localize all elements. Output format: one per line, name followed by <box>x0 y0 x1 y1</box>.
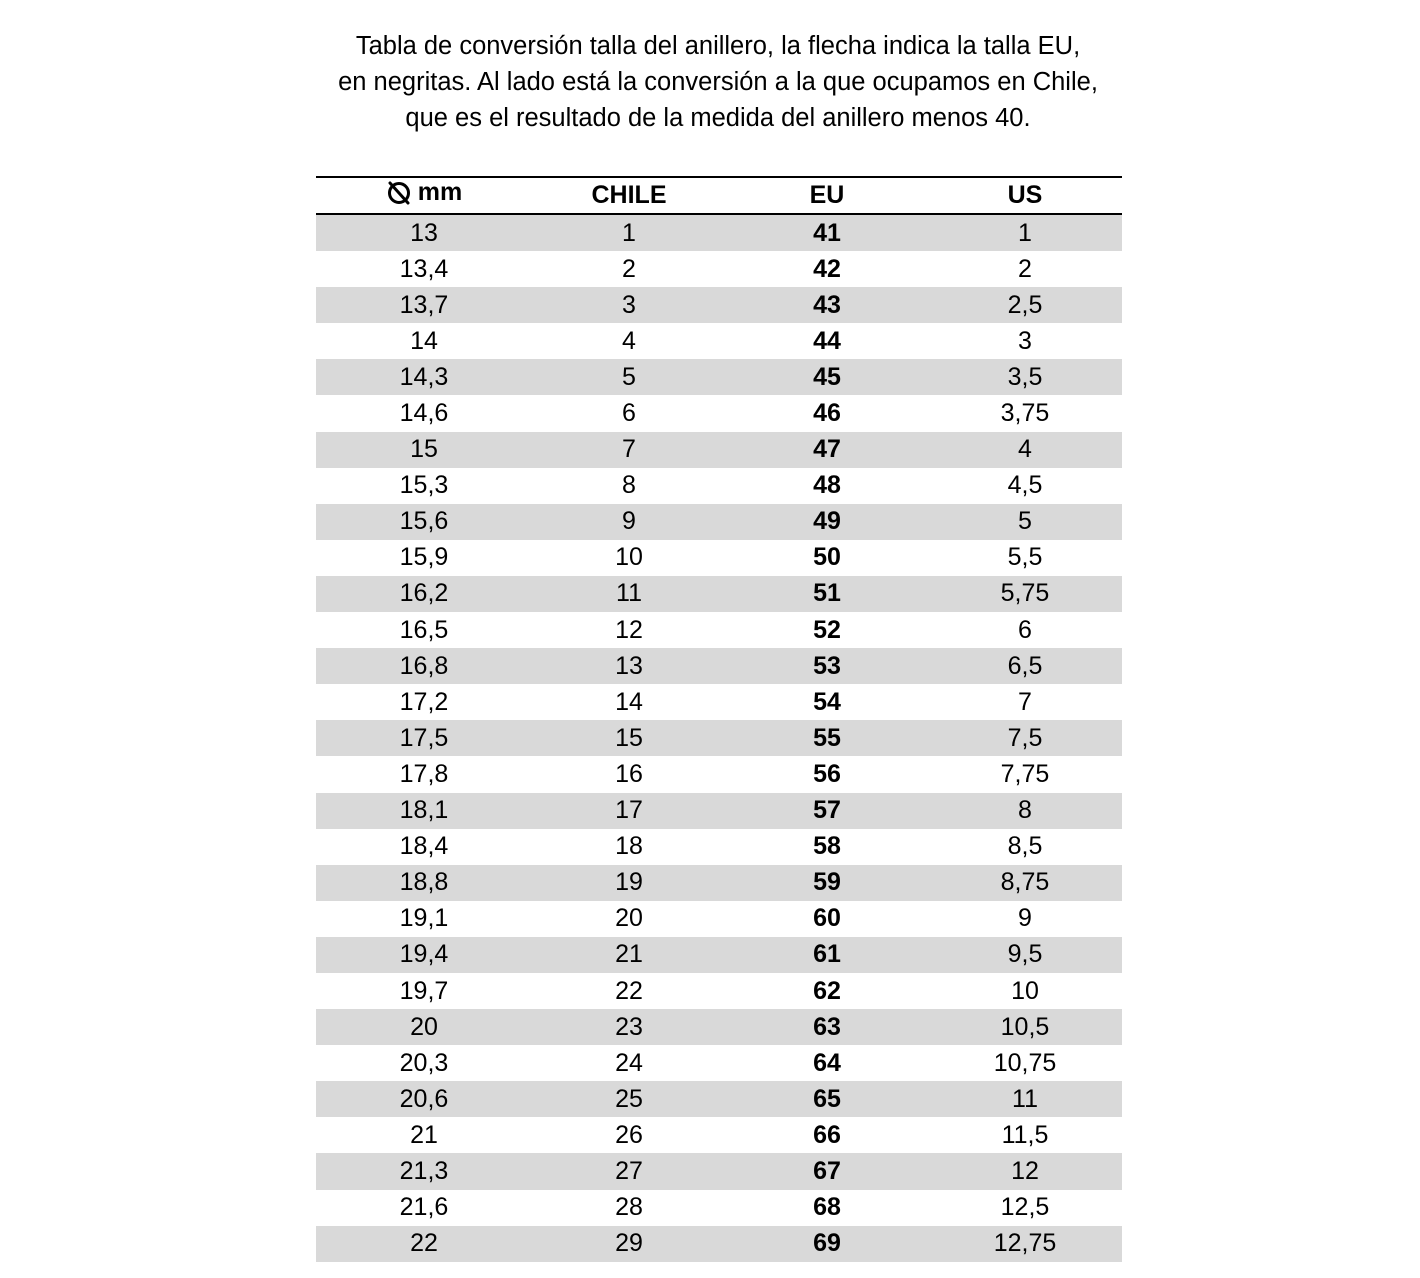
cell-eu: 61 <box>726 937 928 973</box>
cell-eu: 65 <box>726 1081 928 1117</box>
cell-eu: 50 <box>813 543 841 572</box>
cell-us: 4,5 <box>1007 471 1043 500</box>
cell-us: 8,75 <box>928 865 1122 901</box>
table-row <box>316 504 1122 540</box>
table-row <box>316 1045 1122 1081</box>
cell-chile: 12 <box>615 615 643 644</box>
diameter-icon <box>386 180 412 206</box>
cell-chile: 17 <box>532 793 726 829</box>
cell-mm: 14,3 <box>316 359 532 395</box>
table-row <box>316 214 1122 251</box>
cell-eu: 56 <box>813 759 841 788</box>
table-row <box>316 684 1122 720</box>
cell-eu: 44 <box>813 326 841 355</box>
cell-us: 10 <box>1011 976 1039 1005</box>
cell-us: 12,75 <box>928 1226 1122 1262</box>
cell-mm: 21,6 <box>399 1193 449 1222</box>
cell-us: 3,5 <box>928 359 1122 395</box>
header-mm <box>316 177 532 214</box>
table-row <box>316 1081 1122 1117</box>
cell-mm: 17,2 <box>399 687 449 716</box>
conversion-table-wrapper <box>316 176 1122 1262</box>
cell-chile: 29 <box>532 1226 726 1262</box>
cell-eu: 45 <box>726 359 928 395</box>
caption-line: Tabla de conversión talla del anillero, la flecha indica la talla EU, <box>355 32 1081 60</box>
table-row <box>316 901 1122 937</box>
table-row <box>316 251 1122 287</box>
cell-mm: 20,3 <box>399 1048 449 1077</box>
header-us: US <box>928 177 1122 214</box>
cell-us: 12 <box>928 1153 1122 1189</box>
table-row <box>316 359 1122 395</box>
cell-mm: 16,2 <box>316 576 532 612</box>
caption-line: que es el resultado de la medida del anillero menos 40. <box>405 104 1031 132</box>
cell-eu: 52 <box>813 615 841 644</box>
cell-mm: 21,3 <box>316 1153 532 1189</box>
cell-mm: 19,4 <box>316 937 532 973</box>
cell-us: 5,5 <box>1007 543 1043 572</box>
cell-mm: 15,3 <box>399 471 449 500</box>
cell-chile: 20 <box>615 904 643 933</box>
cell-chile: 7 <box>532 432 726 468</box>
cell-eu: 63 <box>726 1009 928 1045</box>
table-body <box>316 214 1122 1262</box>
cell-chile: 19 <box>532 865 726 901</box>
table-row <box>316 1009 1122 1045</box>
cell-us: 8,5 <box>1007 832 1043 861</box>
cell-mm: 13 <box>316 214 532 251</box>
cell-chile: 23 <box>532 1009 726 1045</box>
cell-us: 2 <box>1018 254 1032 283</box>
cell-chile: 11 <box>532 576 726 612</box>
cell-eu: 57 <box>726 793 928 829</box>
cell-eu: 49 <box>726 504 928 540</box>
cell-us: 1 <box>928 214 1122 251</box>
cell-chile: 3 <box>532 287 726 323</box>
cell-us: 10,75 <box>993 1048 1057 1077</box>
cell-us: 12,5 <box>1000 1193 1050 1222</box>
cell-mm: 16,8 <box>316 648 532 684</box>
table-row <box>316 973 1122 1009</box>
cell-chile: 24 <box>615 1048 643 1077</box>
cell-chile: 26 <box>615 1120 643 1149</box>
cell-mm: 15,9 <box>399 543 449 572</box>
cell-eu: 41 <box>726 214 928 251</box>
table-row <box>316 612 1122 648</box>
table-row <box>316 432 1122 468</box>
header-eu: EU <box>726 177 928 214</box>
cell-mm: 20 <box>316 1009 532 1045</box>
cell-mm: 18,8 <box>316 865 532 901</box>
cell-mm: 18,1 <box>316 793 532 829</box>
cell-mm: 13,7 <box>316 287 532 323</box>
cell-us: 2,5 <box>928 287 1122 323</box>
cell-chile: 10 <box>615 543 643 572</box>
cell-mm: 17,5 <box>316 720 532 756</box>
cell-chile: 2 <box>622 254 636 283</box>
table-row <box>316 540 1122 576</box>
cell-eu: 47 <box>726 432 928 468</box>
cell-eu: 46 <box>813 399 841 428</box>
cell-mm: 14,6 <box>399 399 449 428</box>
cell-chile: 14 <box>615 687 643 716</box>
cell-eu: 59 <box>726 865 928 901</box>
cell-us: 9 <box>1018 904 1032 933</box>
cell-mm: 19,1 <box>399 904 449 933</box>
cell-eu: 53 <box>726 648 928 684</box>
table-row <box>316 323 1122 359</box>
cell-chile: 22 <box>615 976 643 1005</box>
cell-eu: 60 <box>813 904 841 933</box>
table-row <box>316 287 1122 323</box>
cell-eu: 66 <box>813 1120 841 1149</box>
cell-us: 10,5 <box>928 1009 1122 1045</box>
cell-mm: 14 <box>410 326 438 355</box>
cell-eu: 69 <box>726 1226 928 1262</box>
cell-eu: 58 <box>813 832 841 861</box>
cell-eu: 42 <box>813 254 841 283</box>
cell-chile: 13 <box>532 648 726 684</box>
cell-us: 8 <box>928 793 1122 829</box>
cell-us: 5,75 <box>928 576 1122 612</box>
cell-us: 5 <box>928 504 1122 540</box>
table-row <box>316 1226 1122 1262</box>
cell-us: 7,5 <box>928 720 1122 756</box>
table-row <box>316 756 1122 792</box>
cell-chile: 4 <box>622 326 636 355</box>
cell-chile: 18 <box>615 832 643 861</box>
caption-line: en negritas. Al lado está la conversión a la que ocupamos en Chile, <box>338 68 1098 96</box>
header-mm-label: mm <box>417 178 463 207</box>
table-row <box>316 829 1122 865</box>
table-row <box>316 395 1122 431</box>
cell-eu: 67 <box>726 1153 928 1189</box>
header-row <box>316 177 1122 214</box>
cell-eu: 62 <box>813 976 841 1005</box>
cell-chile: 6 <box>622 399 636 428</box>
table-row <box>316 1153 1122 1189</box>
cell-us: 3,75 <box>1000 399 1050 428</box>
table-row <box>316 865 1122 901</box>
table-row <box>316 468 1122 504</box>
cell-mm: 18,4 <box>399 832 449 861</box>
cell-chile: 9 <box>532 504 726 540</box>
cell-mm: 20,6 <box>316 1081 532 1117</box>
table-row <box>316 720 1122 756</box>
cell-chile: 1 <box>532 214 726 251</box>
ring-size-conversion-table <box>316 176 1122 1262</box>
cell-chile: 15 <box>532 720 726 756</box>
cell-chile: 16 <box>615 759 643 788</box>
cell-mm: 15 <box>316 432 532 468</box>
cell-us: 7,75 <box>1000 759 1050 788</box>
cell-us: 11,5 <box>1001 1120 1049 1149</box>
cell-chile: 8 <box>622 471 636 500</box>
cell-eu: 64 <box>813 1048 841 1077</box>
cell-eu: 48 <box>813 471 841 500</box>
table-header <box>316 177 1122 214</box>
cell-chile: 25 <box>532 1081 726 1117</box>
cell-us: 6 <box>1018 615 1032 644</box>
table-row <box>316 1190 1122 1226</box>
cell-mm: 17,8 <box>399 759 449 788</box>
cell-us: 7 <box>1018 687 1032 716</box>
header-chile: CHILE <box>532 177 726 214</box>
cell-eu: 43 <box>726 287 928 323</box>
cell-us: 6,5 <box>928 648 1122 684</box>
cell-mm: 21 <box>410 1120 438 1149</box>
cell-us: 11 <box>928 1081 1122 1117</box>
cell-mm: 13,4 <box>399 254 449 283</box>
table-row <box>316 937 1122 973</box>
cell-eu: 54 <box>813 687 841 716</box>
table-row <box>316 793 1122 829</box>
cell-mm: 15,6 <box>316 504 532 540</box>
cell-chile: 27 <box>532 1153 726 1189</box>
cell-mm: 16,5 <box>399 615 449 644</box>
cell-chile: 21 <box>532 937 726 973</box>
table-caption <box>0 28 1420 136</box>
table-row <box>316 1117 1122 1153</box>
cell-us: 9,5 <box>928 937 1122 973</box>
cell-eu: 55 <box>726 720 928 756</box>
cell-eu: 51 <box>726 576 928 612</box>
cell-chile: 28 <box>615 1193 643 1222</box>
table-row <box>316 576 1122 612</box>
cell-us: 3 <box>1018 326 1032 355</box>
cell-us: 4 <box>928 432 1122 468</box>
cell-mm: 22 <box>316 1226 532 1262</box>
cell-chile: 5 <box>532 359 726 395</box>
table-row <box>316 648 1122 684</box>
cell-eu: 68 <box>813 1193 841 1222</box>
cell-mm: 19,7 <box>399 976 449 1005</box>
